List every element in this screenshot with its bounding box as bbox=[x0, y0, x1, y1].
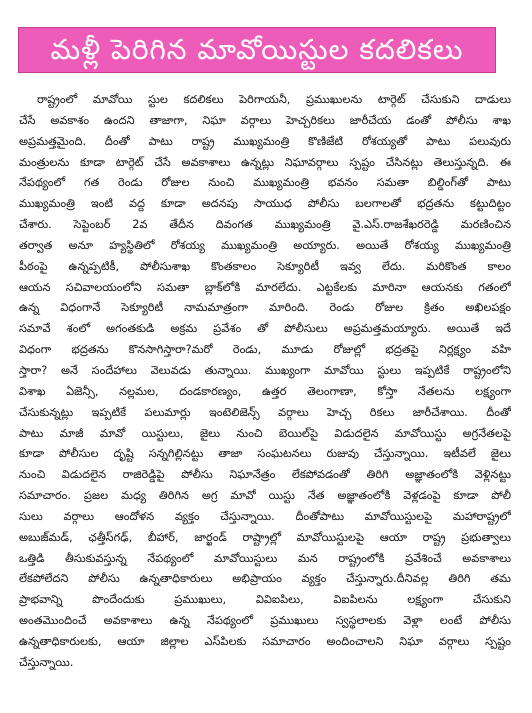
article-line: అప్రమత్తమైంది. దీంతో పాటు రాష్ట్ర ముఖ్యమంత్రి కొణిజేటి రోశయ్యతో పాటు పలువురు bbox=[19, 134, 511, 148]
article-line: అబుజ్‌మడ్, ఛత్తీస్‌గఢ్, బీహార్, జార్ఖండ్ రాష్ట్రాల్లో మావోయిస్టులపై ఆయా రాష్ట్ర ప్రభుత్వాలు bbox=[19, 530, 511, 544]
article-line: సమాచారం. ప్రజల మధ్య తిరిగిన అగ్ర మావో యిస్టు నేత అజ్ఞాతంలోకి వెళ్లడంపై కూడా పోలీ bbox=[19, 489, 511, 503]
article-line: లేకపోలేదని పోలీసు ఉన్నతాధికారులు అభిప్రాయం వ్యక్తం చేస్తున్నారు.దీనివల్ల తిరిగి తమ bbox=[19, 572, 511, 586]
article-body bbox=[19, 90, 511, 702]
article-line: పాటు మాజీ మావో యిస్టులు, జైలు నుంచి బెయిల్‌పై విడుదలైన మావోయిస్టు అగ్రనేతలపై bbox=[19, 426, 511, 440]
article-line: సమావే శంలో అగంతకుడి అక్రమ ప్రవేశం తో పోలీసులు అప్రమత్తమయ్యారు. అయితే ఇదే bbox=[19, 322, 511, 336]
headline-banner bbox=[18, 27, 496, 73]
article-line: అంతమొందించే అవకాశాలు ఉన్న నేపథ్యంలో ప్రముఖులు స్వస్థలాలకు వెళ్లా లంటే పోలీసు bbox=[19, 614, 511, 628]
article-line: స్తారా? అనే సందేహాలు వెలువడు తున్నాయి. ముఖ్యంగా మావోయి స్టులు ఇప్పటికే రాష్ట్రంలోని bbox=[19, 363, 511, 377]
article-line: ఉన్నతాధికారులకు, ఆయా జిల్లాల ఎస్‌పిలకు సమాచారం అందించాలని నిఘా వర్గాలు స్పష్టం bbox=[19, 634, 511, 648]
article-line: విధంగా భద్రతను కొనసాగిస్తారా?మరో రెండు, మూడు రోజుల్లో భద్రతపై నిర్లక్ష్యం వహి bbox=[19, 343, 511, 357]
article-line: నేపథ్యంలో గత రెండు రోజుల నుంచి ముఖ్యమంత్రి భవనం సమతా బిల్డింగ్‌తో పాటు bbox=[19, 176, 511, 190]
article-line: రాష్ట్రంలో మావోయి స్టుల కదలికలు పెరిగాయనీ, ప్రముఖులను టార్గెట్ చేసుకుని దాడులు bbox=[37, 93, 511, 106]
article-line: ఆయన సచివాలయంలోని సమతా బ్లాక్‌లోకి మారలేదు. ఎట్టకేలకు మారినా ఆయనకు గతంలో bbox=[19, 280, 511, 294]
article-line: ఒత్తిడి తీసుకువస్తున్న నేపథ్యంలో మావోయిస్టులు మన రాష్ట్రంలోకి ప్రవేశించే అవకాశాలు bbox=[19, 551, 511, 565]
article-line: ముఖ్యమంత్రి ఇంటి వద్ద కూడా అదనపు సాయుధ పోలీసు బలగాలతో భద్రతను కట్టుదిట్టం bbox=[19, 197, 511, 211]
article-line: కూడా పోలీసుల దృష్టి సన్నగిల్లినట్టు తాజా సంఘటనలు రుజువు చేస్తున్నాయి. ఇటీవలే జైలు bbox=[19, 447, 511, 461]
article-line: చేసుకున్నట్లు ఇప్పటికే పలుమార్లు ఇంటెలిజెన్స్ వర్గాలు హెచ్చ రికలు జారీచేశాయి. దీంతో bbox=[19, 405, 511, 419]
article-line: మంత్రులను కూడా టార్గెట్ చేసే అవకాశాలు ఉన్నట్లు నిఘావర్గాలు స్పష్టం చేసినట్లు తెలుస్తున్నది. ఈ bbox=[19, 155, 511, 169]
article-line: చేస్తున్నాయి. bbox=[19, 655, 74, 669]
article-line: ప్రాభవాన్ని పొందేందుకు ప్రముఖులు, వివిఐపిలు, విఐపిలను లక్ష్యంగా చేసుకుని bbox=[19, 593, 511, 607]
article-line: విశాఖ ఏజెన్సీ, నల్లమల, దండకారణ్యం, ఉత్తర తెలంగాణా, కోస్తా నేతలను లక్ష్యంగా bbox=[19, 384, 511, 398]
article-line: నుంచి విడుదలైన రాజిరెడ్డిపై పోలీసు నిఘానేత్రం లేకపోవడంతో తిరిగి అజ్ఞాతంలోకి వెళ్లినట్టు bbox=[19, 468, 511, 482]
article-line: పీఠంపై ఉన్నప్పటికీ, పోలీసుశాఖ కొంతకాలం సెక్యూరిటీ ఇవ్వ లేదు. మరికొంత కాలం bbox=[19, 259, 511, 273]
article-line: సులు వర్గాలు ఆందోళన వ్యక్తం చేస్తున్నాయి. దీంతోపాటు మావోయిస్టులపై మహారాష్ట్రలో bbox=[19, 509, 511, 523]
article-line: తర్వాత అనూ హ్యస్థితిలో రోశయ్య ముఖ్యమంత్రి అయ్యారు. అయితే రోశయ్య ముఖ్యమంత్రి bbox=[19, 238, 511, 252]
article-line: చేశారు. సెప్టెంబర్ 2వ తేదీన దివంగత ముఖ్యమంత్రి వై.ఎస్.రాజశేఖరరెడ్డి మరణించిన bbox=[19, 218, 511, 232]
article-line: చేసే అవకాశం ఉందని తాజాగా, నిఘా వర్గాలు హెచ్చరికలు జారీచేయ డంతో పోలీసు శాఖ bbox=[19, 113, 511, 127]
headline-title: మళ్లీ పెరిగిన మావోయిస్టుల కదలికలు bbox=[50, 33, 464, 66]
article-line: ఉన్న విధంగానే సెక్యూరిటీ నామమాత్రంగా మారింది. రెండు రోజుల క్రితం అఖిలపక్షం bbox=[19, 301, 511, 315]
